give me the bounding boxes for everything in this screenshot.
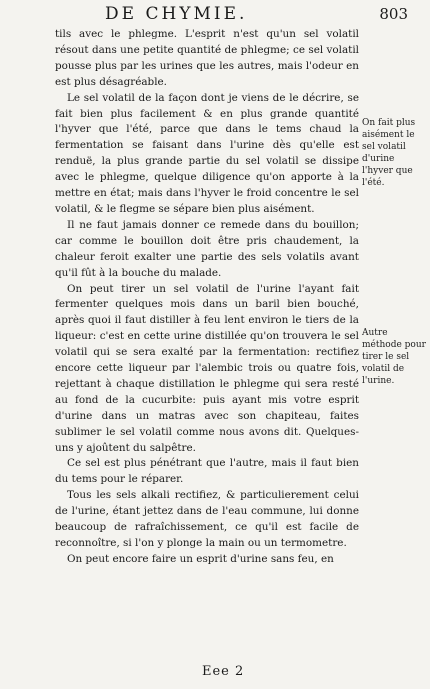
paragraph: Tous les sels alkali rectifiez, & particulierement celui de l'urine, étant jettez dans de l'eau commune, lui donne beaucoup de rafraîchissement, ce qu'il est facile de reconnoître, si l'on y plonge la main ou un termometre. [55,489,359,549]
page-header [0,4,430,28]
page-number: 803 [379,5,408,23]
paragraph: Le sel volatil de la façon dont je viens de le décrire, se fait bien plus facilement & en plus grande quantité l'hyver que l'été, parce que dans le tems chaud la fermentation se faisant dans l'urine dès qu'elle est renduë, la plus grande partie du sel volatil se dissipe avec le phlegme, quelque diligence qu'on apporte à la mettre en état; mais dans l'hyver le froid concentre le sel volatil, & le flegme se sépare bien plus aisément. [55,91,359,215]
margin-note: Autre méthode pour tirer le sel volatil de l'urine. [362,328,426,386]
signature-mark: Eee 2 [202,664,245,679]
running-title: DE CHYMIE. [105,4,248,24]
paragraph: On peut encore faire un esprit d'urine sans feu, en [67,552,334,565]
paragraph: Ce sel est plus pénétrant que l'autre, mais il faut bien du tems pour le réparer. [55,457,359,486]
body-text [55,27,359,568]
paragraph: tils avec le phlegme. L'esprit n'est qu'un sel volatil résout dans une petite quantité de phlegme; ce sel volatil pousse plus par les urines que les autres, mais l'odeur en est plus désagréable. [55,28,359,88]
paragraph: Il ne faut jamais donner ce remede dans du bouillon; car comme le bouillon doit être pris chaudement, la chaleur feroit exalter une partie des sels volatils avant qu'il fût à la bouche du malade. [55,218,359,279]
margin-note: On fait plus aisément le sel volatil d'urine l'hyver que l'été. [362,118,416,188]
paragraph: On peut tirer un sel volatil de l'urine l'ayant fait fermenter quelques mois dans un baril bien bouché, après quoi il faut distiller à feu lent environ le tiers de la liqueur: c'est en cette urine distillée qu'on trouvera le sel volatil qui se sera exalté par la fermentation: rectifiez encore cette liqueur par l'alembic trois ou quatre fois, rejettant à chaque distillation le phlegme qui sera resté au fond de la cucurbite: puis ayant mis votre esprit d'urine dans un matras avec son chapiteau, faites sublimer le sel volatil comme nous avons dit. Quelques-uns y ajoûtent du salpêtre. [55,282,359,454]
